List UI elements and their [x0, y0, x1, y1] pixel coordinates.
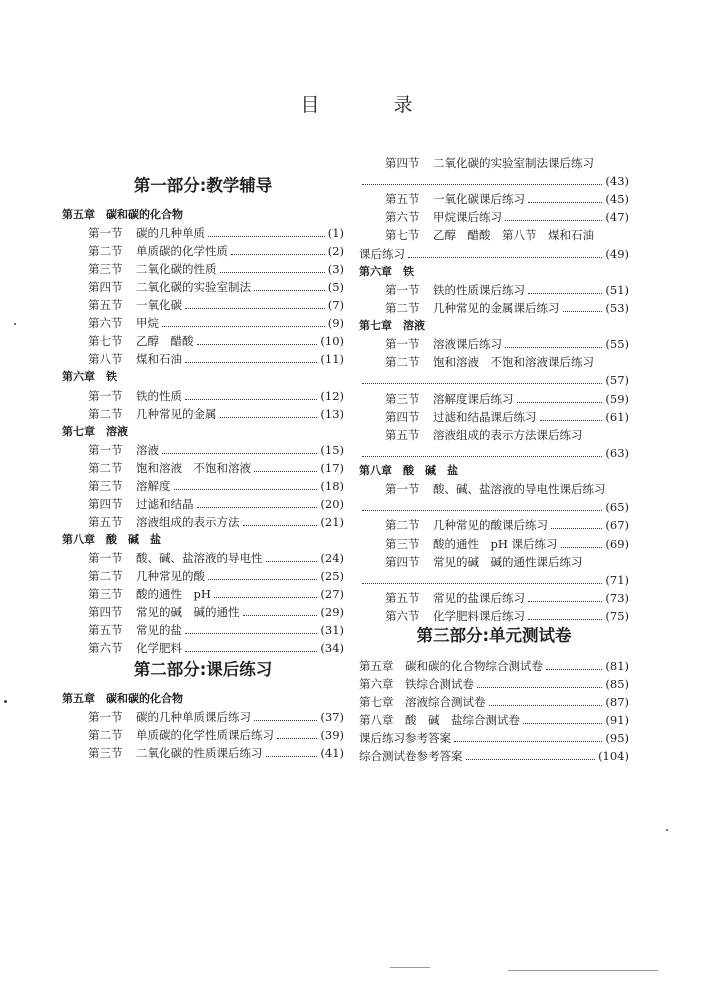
chapter-title: 第八章 酸 碱 盐	[62, 532, 161, 546]
part-heading: 第三部分:单元测试卷	[416, 626, 572, 645]
entry-title: 几种常见的金属	[136, 406, 217, 421]
toc-entry	[359, 335, 629, 353]
entry-title: 二氧化碳的实验室制法	[136, 280, 251, 295]
leader-dots	[277, 738, 317, 739]
leader-dots	[208, 579, 317, 580]
toc-entry	[359, 657, 629, 675]
toc-entry	[62, 405, 344, 423]
leader-dots	[185, 651, 317, 652]
page-number: (24)	[320, 550, 344, 565]
page-number: (65)	[605, 500, 629, 515]
page-number: (7)	[327, 298, 344, 313]
leader-dots	[254, 290, 325, 291]
page-number: (75)	[605, 609, 629, 623]
leader-dots	[254, 720, 317, 721]
entry-title: 二氧化碳的性质课后练习	[136, 746, 263, 760]
entry-title: 溶液组成的表示方法课后练习	[433, 427, 583, 442]
page-number: (53)	[605, 300, 629, 315]
chapter-title: 第六章 铁	[359, 264, 414, 278]
entry-title: 酸的通性 pH	[136, 587, 211, 602]
leader-dots	[162, 326, 325, 327]
entry-title: 甲烷课后练习	[433, 210, 502, 225]
leader-dots	[214, 597, 318, 598]
entry-title: 常见的碱 碱的通性课后练习	[433, 554, 583, 569]
toc-entry	[62, 726, 344, 744]
toc-entry	[62, 314, 344, 332]
leader-dots	[528, 619, 602, 620]
page-number: (31)	[320, 623, 344, 638]
page-number: (59)	[605, 391, 629, 406]
entry-title: 化学肥料	[136, 641, 182, 656]
page-number: (1)	[327, 226, 344, 241]
page-number: (21)	[320, 514, 344, 529]
page-number: (39)	[320, 728, 344, 742]
toc-entry	[62, 350, 344, 368]
page-number: (81)	[605, 659, 629, 673]
page-number: (69)	[605, 536, 629, 551]
section-number: 第一节	[385, 482, 420, 497]
leader-dots	[540, 420, 603, 421]
toc-entry	[62, 296, 344, 314]
page-number: (15)	[320, 442, 344, 457]
entry-title: 二氧化碳的性质	[136, 262, 217, 277]
entry-title: 饱和溶液 不饱和溶液	[136, 460, 251, 475]
entry-title: 第六章 铁综合测试卷	[359, 677, 474, 691]
section-number: 第七节	[88, 334, 123, 349]
section-number: 第二节	[88, 244, 123, 259]
leader-dots	[185, 633, 317, 634]
toc-entry-continuation	[359, 571, 629, 589]
leader-dots	[528, 601, 602, 602]
page-number: (71)	[605, 572, 629, 587]
entry-title: 第八章 酸 碱 盐综合测试卷	[359, 713, 520, 727]
entry-title-continued: 课后练习	[359, 246, 405, 261]
section-number: 第三节	[88, 746, 123, 760]
entry-title: 第七章 溶液综合测试卷	[359, 695, 486, 709]
section-number: 第五节	[88, 298, 123, 313]
entry-title: 综合测试卷参考答案	[359, 749, 463, 763]
leader-dots	[408, 257, 602, 258]
section-number: 第五节	[385, 192, 420, 207]
page-number: (51)	[605, 282, 629, 297]
toc-entry	[359, 553, 629, 571]
page-number: (41)	[320, 746, 344, 760]
toc-entry	[62, 495, 344, 513]
leader-dots	[528, 293, 602, 294]
section-number: 第二节	[385, 355, 420, 370]
part-heading: 第一部分:教学辅导	[133, 176, 273, 195]
entry-title: 一氧化碳课后练习	[433, 192, 525, 207]
toc-entry	[359, 693, 629, 711]
chapter-title: 第五章 碳和碳的化合物	[62, 208, 183, 221]
leader-dots	[208, 236, 325, 237]
entry-title: 一氧化碳	[136, 298, 182, 313]
section-number: 第二节	[385, 518, 420, 533]
page-number: (20)	[320, 496, 344, 511]
toc-entry	[359, 390, 629, 408]
leader-dots	[254, 471, 317, 472]
section-number: 第五节	[385, 427, 420, 442]
leader-dots	[362, 184, 602, 185]
entry-title: 二氧化碳的实验室制法课后练习	[433, 156, 594, 170]
toc-entry	[359, 208, 629, 226]
chapter-heading	[62, 690, 344, 708]
section-number: 第二节	[88, 406, 123, 421]
page-number: (47)	[605, 210, 629, 225]
chapter-title: 第八章 酸 碱 盐	[359, 464, 458, 478]
scan-speck	[4, 700, 7, 703]
toc-entry-continuation	[359, 371, 629, 389]
leader-dots	[185, 399, 317, 400]
toc-entry	[62, 708, 344, 726]
toc-entry	[62, 242, 344, 260]
page-number: (10)	[320, 334, 344, 349]
entry-title: 乙醇 醋酸	[136, 334, 194, 349]
leader-dots	[362, 456, 602, 457]
chapter-title: 第七章 溶液	[359, 319, 425, 333]
leader-dots	[546, 669, 602, 670]
page-number: (85)	[605, 677, 629, 691]
page-number: (37)	[320, 710, 344, 724]
toc-entry-continuation	[359, 498, 629, 516]
leader-dots	[563, 311, 603, 312]
entry-title: 酸、碱、盐溶液的导电性	[136, 550, 263, 565]
page-number: (61)	[605, 409, 629, 424]
scan-speck	[14, 323, 16, 325]
section-number: 第六节	[88, 316, 123, 331]
toc-entry	[62, 459, 344, 477]
leader-dots	[505, 220, 602, 221]
leader-dots	[243, 525, 318, 526]
entry-title: 过滤和结晶课后练习	[433, 409, 537, 424]
entry-title: 常见的盐课后练习	[433, 590, 525, 605]
entry-title: 化学肥料课后练习	[433, 609, 525, 623]
leader-dots	[162, 453, 317, 454]
entry-title: 溶液	[136, 442, 159, 457]
entry-title: 几种常见的酸课后练习	[433, 518, 548, 533]
page-number: (3)	[327, 262, 344, 277]
toc-entry	[359, 516, 629, 534]
leader-dots	[231, 254, 325, 255]
leader-dots	[454, 741, 602, 742]
page-number: (25)	[320, 569, 344, 583]
page-number: (43)	[605, 174, 629, 189]
toc-entry	[62, 621, 344, 639]
chapter-title: 第六章 铁	[62, 370, 117, 384]
leader-dots	[551, 528, 602, 529]
section-number: 第六节	[88, 641, 123, 656]
page-number: (34)	[320, 641, 344, 656]
leader-dots	[477, 687, 602, 688]
toc-entry	[359, 535, 629, 553]
section-number: 第五节	[88, 514, 123, 529]
chapter-heading	[62, 423, 344, 441]
entry-title: 第五章 碳和碳的化合物综合测试卷	[359, 659, 543, 673]
chapter-title: 第七章 溶液	[62, 424, 128, 438]
section-number: 第二节	[88, 569, 123, 583]
entry-title: 课后练习参考答案	[359, 731, 451, 745]
section-number: 第三节	[385, 536, 420, 551]
page-number: (63)	[605, 445, 629, 460]
page-number: (9)	[327, 316, 344, 331]
section-number: 第一节	[385, 282, 420, 297]
entry-title: 常见的盐	[136, 623, 182, 638]
page-number: (5)	[327, 280, 344, 295]
entry-title: 常见的碱 碱的通性	[136, 605, 240, 620]
toc-entry-continuation	[359, 172, 629, 190]
leader-dots	[362, 583, 602, 584]
page-number: (95)	[605, 731, 629, 745]
leader-dots	[362, 383, 602, 384]
entry-title: 碳的几种单质课后练习	[136, 710, 251, 724]
section-number: 第七节	[385, 228, 420, 243]
section-number: 第一节	[88, 226, 123, 241]
page-number: (91)	[605, 713, 629, 727]
toc-entry	[62, 387, 344, 405]
chapter-heading	[359, 317, 629, 335]
leader-dots	[185, 362, 317, 363]
entry-title: 饱和溶液 不饱和溶液课后练习	[433, 355, 594, 370]
leader-dots	[505, 347, 602, 348]
toc-entry	[359, 589, 629, 607]
entry-title: 酸的通性 pH 课后练习	[433, 536, 558, 551]
leader-dots	[185, 308, 325, 309]
page-number: (104)	[598, 749, 629, 763]
toc-entry	[62, 744, 344, 762]
toc-entry	[359, 747, 629, 765]
toc-entry	[359, 353, 629, 371]
toc-entry-continuation	[359, 444, 629, 462]
section-number: 第一节	[385, 337, 420, 352]
entry-title: 单质碳的化学性质	[136, 244, 228, 259]
entry-title: 溶液课后练习	[433, 337, 502, 352]
entry-title: 煤和石油	[136, 352, 182, 367]
toc-entry	[359, 281, 629, 299]
section-number: 第三节	[88, 262, 123, 277]
section-number: 第八节	[88, 352, 123, 367]
chapter-heading	[62, 531, 344, 549]
section-number: 第二节	[385, 300, 420, 315]
toc-entry	[62, 603, 344, 621]
page-number: (87)	[605, 695, 629, 709]
toc-entry	[62, 260, 344, 278]
leader-dots	[523, 723, 602, 724]
toc-entry	[62, 441, 344, 459]
page-number: (2)	[327, 244, 344, 259]
entry-title: 溶解度课后练习	[433, 391, 514, 406]
toc-entry	[62, 549, 344, 567]
page-number: (18)	[320, 478, 344, 493]
leader-dots	[561, 547, 603, 548]
scan-edge-line	[508, 970, 658, 971]
entry-title: 乙醇 醋酸 第八节 煤和石油	[433, 228, 594, 243]
chapter-title: 第五章 碳和碳的化合物	[62, 692, 183, 705]
page-number: (45)	[605, 192, 629, 207]
chapter-heading	[359, 263, 629, 281]
section-number: 第五节	[385, 590, 420, 605]
toc-entry	[62, 278, 344, 296]
scan-edge-line	[390, 967, 430, 968]
entry-title: 铁的性质	[136, 388, 182, 403]
toc-entry	[359, 154, 629, 172]
chapter-heading	[359, 462, 629, 480]
page-number: (57)	[605, 373, 629, 388]
section-number: 第一节	[88, 388, 123, 403]
part-heading: 第二部分:课后练习	[133, 660, 273, 679]
page-number: (27)	[320, 587, 344, 602]
toc-entry	[62, 585, 344, 603]
page-number: (13)	[320, 406, 344, 421]
section-number: 第四节	[385, 554, 420, 569]
section-number: 第四节	[385, 409, 420, 424]
section-number: 第五节	[88, 623, 123, 638]
entry-title: 铁的性质课后练习	[433, 282, 525, 297]
entry-title: 甲烷	[136, 316, 159, 331]
section-number: 第四节	[88, 496, 123, 511]
section-number: 第二节	[88, 728, 123, 742]
toc-entry	[62, 567, 344, 585]
section-number: 第二节	[88, 460, 123, 475]
toc-entry	[62, 224, 344, 242]
toc-entry	[359, 729, 629, 747]
toc-entry	[359, 426, 629, 444]
page-number: (12)	[320, 388, 344, 403]
section-number: 第三节	[385, 391, 420, 406]
page-number: (17)	[320, 460, 344, 475]
page-number: (73)	[605, 590, 629, 605]
section-number: 第四节	[88, 280, 123, 295]
section-number: 第四节	[88, 605, 123, 620]
page-number: (55)	[605, 337, 629, 352]
entry-title: 几种常见的金属课后练习	[433, 300, 560, 315]
entry-title: 碳的几种单质	[136, 226, 205, 241]
leader-dots	[220, 417, 318, 418]
toc-entry	[359, 480, 629, 498]
toc-entry	[359, 226, 629, 244]
chapter-heading	[62, 206, 344, 224]
entry-title: 酸、碱、盐溶液的导电性课后练习	[433, 482, 606, 497]
page-number: (67)	[605, 518, 629, 533]
page-number: (29)	[320, 605, 344, 620]
toc-entry	[62, 639, 344, 657]
leader-dots	[174, 489, 318, 490]
section-number: 第三节	[88, 587, 123, 602]
section-number: 第六节	[385, 210, 420, 225]
section-number: 第一节	[88, 710, 123, 724]
leader-dots	[266, 756, 318, 757]
toc-entry	[62, 332, 344, 350]
leader-dots	[466, 759, 596, 760]
leader-dots	[362, 510, 602, 511]
leader-dots	[517, 402, 603, 403]
page-number: (49)	[605, 246, 629, 261]
entry-title: 几种常见的酸	[136, 569, 205, 583]
page-title: 目 录	[300, 94, 447, 116]
leader-dots	[266, 561, 318, 562]
chapter-heading	[62, 368, 344, 386]
entry-title: 溶液组成的表示方法	[136, 514, 240, 529]
entry-title: 过滤和结晶	[136, 496, 194, 511]
toc-entry	[359, 675, 629, 693]
toc-entry-continuation	[359, 245, 629, 263]
toc-entry	[359, 299, 629, 317]
leader-dots	[197, 344, 318, 345]
toc-entry	[62, 477, 344, 495]
leader-dots	[220, 272, 325, 273]
toc-entry	[359, 408, 629, 426]
scan-speck	[666, 829, 668, 831]
entry-title: 溶解度	[136, 478, 171, 493]
section-number: 第三节	[88, 478, 123, 493]
toc-entry	[62, 513, 344, 531]
entry-title: 单质碳的化学性质课后练习	[136, 728, 274, 742]
toc-entry	[359, 190, 629, 208]
page-number: (11)	[320, 352, 344, 367]
leader-dots	[197, 507, 318, 508]
toc-entry	[359, 711, 629, 729]
section-number: 第一节	[88, 550, 123, 565]
leader-dots	[243, 615, 318, 616]
section-number: 第四节	[385, 156, 420, 170]
section-number: 第六节	[385, 609, 420, 623]
section-number: 第一节	[88, 442, 123, 457]
leader-dots	[489, 705, 603, 706]
leader-dots	[528, 202, 602, 203]
